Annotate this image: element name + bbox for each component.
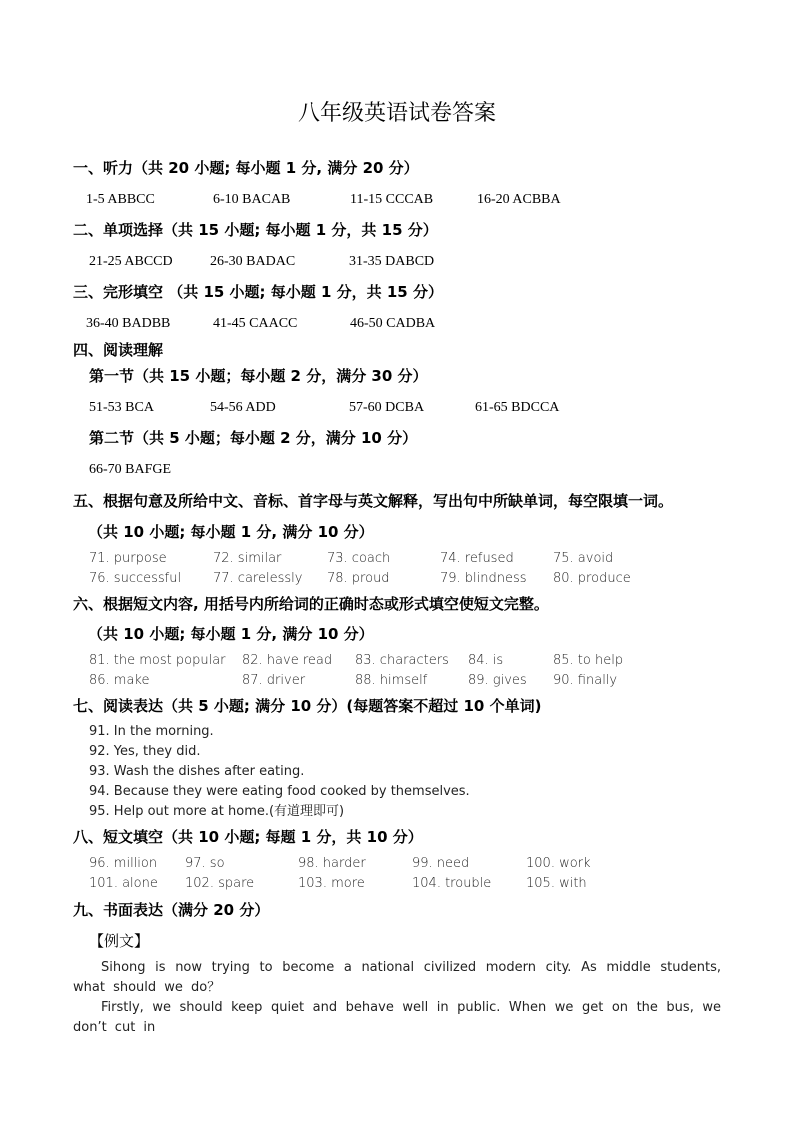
answer-item: 96. million [89, 856, 158, 871]
answer-item: 73. coach [327, 551, 391, 566]
example-essay-paragraph-1: Sihong is now trying to become a national civilized modern city. As middle students, what should we do？ [73, 960, 721, 995]
answer-item: 80. produce [553, 571, 631, 586]
answer-item: 90. finally [553, 673, 618, 688]
answer-item: 76. successful [89, 571, 182, 586]
answer-group: 31-35 DABCD [349, 254, 435, 269]
answer-item: 88. himself [355, 673, 428, 688]
section-8-heading: 八、短文填空（共 10 小题; 每题 1 分，共 10 分） [73, 828, 423, 846]
answer-item: 72. similar [213, 551, 282, 566]
answer-item: 105. with [526, 876, 587, 891]
answer-group: 46-50 CADBA [350, 316, 436, 331]
section-8-answers-row-2 [0, 874, 794, 894]
page-title: 八年级英语试卷答案 [297, 101, 496, 126]
answer-item: 83. characters [355, 653, 449, 668]
answer-group: 16-20 ACBBA [477, 192, 561, 207]
answer-item: 77. carelessly [213, 571, 303, 586]
section-2-heading: 二、单项选择（共 15 小题; 每小题 1 分，共 15 分） [73, 221, 438, 239]
answer-item: 104. trouble [412, 876, 492, 891]
answer-item: 87. driver [242, 673, 306, 688]
answer-group: 41-45 CAACC [213, 316, 298, 331]
answer-group: 61-65 BDCCA [475, 400, 560, 415]
section-5-answers-row-2 [0, 569, 794, 589]
section-3-heading: 三、完形填空 （共 15 小题; 每小题 1 分，共 15 分） [73, 283, 443, 301]
answer-group: 21-25 ABCCD [89, 254, 173, 269]
section-5-heading: 五、根据句意及所给中文、音标、首字母与英文解释，写出句中所缺单词，每空限填一词。 [73, 492, 674, 510]
answer-group: 54-56 ADD [210, 400, 276, 415]
answer-group: 11-15 CCCAB [350, 192, 434, 207]
answer-group: 6-10 BACAB [213, 192, 291, 207]
section-4-part-1-answers [0, 398, 794, 418]
example-essay-label: 【例文】 [89, 932, 150, 950]
section-1-answers [0, 190, 794, 210]
answer-item: 81. the most popular [89, 653, 226, 668]
answer-item: 78. proud [327, 571, 390, 586]
answer-item: 85. to help [553, 653, 624, 668]
section-5-answers-row-1 [0, 549, 794, 569]
answer-line-92: 92. Yes, they did. [89, 744, 201, 759]
answer-item: 71. purpose [89, 551, 167, 566]
answer-item: 74. refused [440, 551, 514, 566]
answer-item: 84. is [468, 653, 504, 668]
section-6-answers-row-1 [0, 651, 794, 671]
answer-line-91: 91. In the morning. [89, 724, 214, 739]
answer-item: 98. harder [298, 856, 366, 871]
section-8-answers-row-1 [0, 854, 794, 874]
section-6-note: （共 10 小题; 每小题 1 分, 满分 10 分） [88, 625, 374, 643]
answer-group: 26-30 BADAC [210, 254, 296, 269]
answer-item: 103. more [298, 876, 365, 891]
section-7-heading: 七、阅读表达（共 5 小题; 满分 10 分）(每题答案不超过 10 个单词) [73, 697, 542, 715]
section-9-heading: 九、书面表达（满分 20 分） [73, 901, 270, 919]
section-4-part-1-heading: 第一节（共 15 小题；每小题 2 分，满分 30 分） [89, 367, 428, 385]
section-1-heading: 一、听力（共 20 小题; 每小题 1 分, 满分 20 分） [73, 159, 419, 177]
section-6-answers-row-2 [0, 671, 794, 691]
answer-line-95: 95. Help out more at home.(有道理即可) [89, 804, 345, 819]
example-essay-paragraph-2: Firstly, we should keep quiet and behave well in public. When we get on the bus, we don’t cut in [73, 1000, 721, 1035]
answer-group: 57-60 DCBA [349, 400, 425, 415]
section-5-note: （共 10 小题; 每小题 1 分, 满分 10 分） [88, 523, 374, 541]
answer-group: 66-70 BAFGE [89, 462, 172, 477]
section-4-heading: 四、阅读理解 [73, 341, 164, 359]
section-4-part-2-heading: 第二节（共 5 小题；每小题 2 分，满分 10 分） [89, 429, 418, 447]
section-2-answers [0, 252, 794, 272]
answer-item: 79. blindness [440, 571, 527, 586]
answer-item: 75. avoid [553, 551, 614, 566]
answer-line-94: 94. Because they were eating food cooked by themselves. [89, 784, 470, 799]
answer-item: 86. make [89, 673, 150, 688]
answer-item: 82. have read [242, 653, 333, 668]
answer-item: 99. need [412, 856, 470, 871]
answer-item: 89. gives [468, 673, 527, 688]
answer-item: 102. spare [185, 876, 255, 891]
answer-group: 51-53 BCA [89, 400, 154, 415]
answer-item: 97. so [185, 856, 225, 871]
section-3-answers [0, 314, 794, 334]
section-4-part-2-answers [0, 460, 794, 480]
section-6-heading: 六、根据短文内容, 用括号内所给词的正确时态或形式填空使短文完整。 [73, 595, 549, 613]
answer-item: 100. work [526, 856, 591, 871]
answer-group: 36-40 BADBB [86, 316, 171, 331]
answer-line-93: 93. Wash the dishes after eating. [89, 764, 305, 779]
answer-group: 1-5 ABBCC [86, 192, 155, 207]
answer-item: 101. alone [89, 876, 158, 891]
